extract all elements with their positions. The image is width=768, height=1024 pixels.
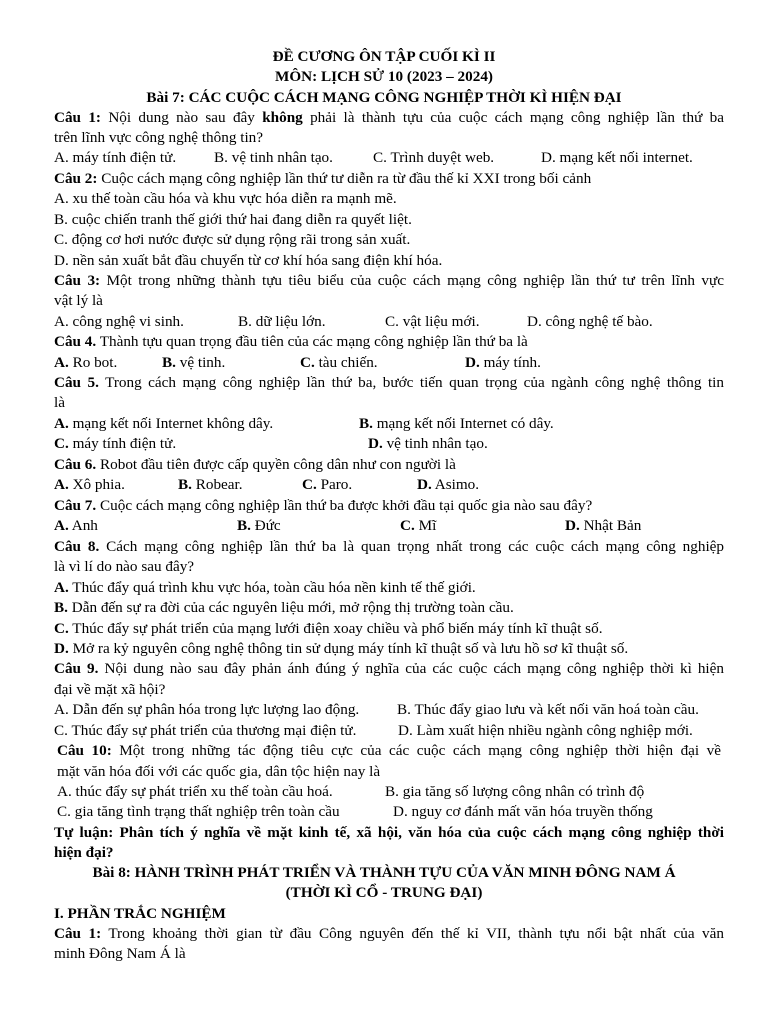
option-a: A. thúc đẩy sự phát triển xu thế toàn cầu hoá. [57,783,333,800]
option-b: B. cuộc chiến tranh thế giới thứ hai đang diễn ra quyết liệt. [54,211,412,228]
option-letter: C. [54,620,69,637]
question-8 [54,537,724,557]
option-text: vệ tinh nhân tạo. [382,435,488,452]
question-1-continued: trên lĩnh vực công nghệ thông tin? [54,129,263,146]
option-d [417,475,479,495]
question-10 [57,741,721,761]
option-a: A. Dẫn đến sự phân hóa trong lực lượng lao động. [54,701,360,718]
option-d: D. nền sản xuất bắt đầu chuyển từ cơ khí hóa sang điện khí hóa. [54,252,443,269]
option-text: Mĩ [414,517,437,534]
option-d [565,516,641,536]
section-heading: I. PHẦN TRẮC NGHIỆM [54,905,226,922]
option-text: Thúc đẩy sự phát triển của mạng lưới điện xoay chiều và phổ biến máy tính kĩ thuật số. [68,620,603,637]
option-text: mạng kết nối Internet không dây. [68,415,274,432]
question-text: Cuộc cách mạng công nghiệp lần thứ ba được khởi đầu tại quốc gia nào sau đây? [96,497,593,514]
question-label: Câu 1: [54,925,102,942]
option-text: Dẫn đến sự ra đời của các nguyên liệu mới, mở rộng thị trường toàn cầu. [67,599,514,616]
option-letter: B. [237,517,251,534]
option-letter: A. [54,354,69,371]
option-letter: C. [300,354,315,371]
option-text: tàu chiến. [314,354,378,371]
question-label: Câu 8. [54,538,100,555]
option-c: C. động cơ hơi nước được sử dụng rộng rãi trong sản xuất. [54,231,411,248]
option-a [54,353,117,373]
option-a [54,578,724,598]
question-label: Câu 7. [54,497,97,514]
question-emphasis: không [262,109,303,126]
option-letter: C. [302,476,317,493]
question-text: Robot đầu tiên được cấp quyền công dân như con người là [96,456,456,473]
question-label: Câu 3: [54,272,101,289]
option-text: máy tính. [479,354,541,371]
option-b [237,516,281,536]
option-d: D. mạng kết nối internet. [541,149,693,166]
option-letter: B. [178,476,192,493]
option-letter: C. [54,435,69,452]
option-letter: D. [417,476,432,493]
question-label: Câu 6. [54,456,97,473]
option-letter: A. [54,415,69,432]
option-letter: A. [54,476,69,493]
question-label: Câu 5. [54,374,99,391]
option-text: Anh [68,517,98,534]
option-text: Xô phia. [68,476,125,493]
option-letter: D. [54,640,69,657]
option-letter: A. [54,579,69,596]
question-3 [54,271,724,291]
lesson-8-question-1-continued: minh Đông Nam Á là [54,945,186,962]
question-text: Cuộc cách mạng công nghiệp lần thứ tư diễn ra từ đầu thế kỉ XXI trong bối cảnh [97,170,592,187]
question-text: phải là thành tựu của cuộc cách mạng công nghiệp lần thứ ba [302,109,724,126]
option-b: B. dữ liệu lớn. [238,313,326,330]
question-label: Câu 9. [54,660,99,677]
option-a [54,475,125,495]
option-d [465,353,541,373]
option-c: C. gia tăng tình trạng thất nghiệp trên toàn cầu [57,803,340,820]
option-c [54,619,724,639]
question-9-continued: đại về mặt xã hội? [54,681,166,698]
option-c: C. vật liệu mới. [385,313,480,330]
question-9 [54,659,724,679]
option-a: A. công nghệ vi sinh. [54,313,184,330]
option-a [54,414,273,434]
question-text: Nội dung nào sau đây phản ánh đúng ý nghĩa của các cuộc cách mạng công nghiệp thời kì hiện [98,660,724,677]
essay-question: Tự luận: Phân tích ý nghĩa về mặt kinh tế, xã hội, văn hóa của cuộc cách mạng công nghiệp thời [54,824,724,841]
subject-line: MÔN: LỊCH SỬ 10 (2023 – 2024) [275,68,493,85]
question-label: Câu 10: [57,742,112,759]
option-d: D. Làm xuất hiện nhiều ngành công nghiệp mới. [398,722,693,739]
option-letter: A. [54,517,69,534]
option-b [162,353,225,373]
option-text: mạng kết nối Internet có dây. [372,415,554,432]
question-label: Câu 2: [54,170,98,187]
question-5 [54,373,724,393]
question-text: Nội dung nào sau đây [101,109,263,126]
option-c [54,434,176,454]
option-b [178,475,243,495]
question-1 [54,108,724,128]
option-letter: D. [565,517,580,534]
option-letter: D. [368,435,383,452]
option-text: Mở ra kỷ nguyên công nghệ thông tin sử dụng máy tính kĩ thuật số và lưu hồ sơ kĩ thuật số. [68,640,629,657]
question-text: Trong cách mạng công nghiệp lần thứ ba, bước tiến quan trọng của ngành công nghệ thông tin [98,374,724,391]
lesson-8-subtitle: (THỜI KÌ CỔ - TRUNG ĐẠI) [285,884,483,901]
question-text: Trong khoảng thời gian từ đầu Công nguyên đến thế kỉ VII, thành tựu nổi bật nhất của văn [101,925,724,942]
option-text: Thúc đẩy quá trình khu vực hóa, toàn cầu hóa nền kinh tế thế giới. [68,579,476,596]
option-text: Robear. [191,476,243,493]
option-letter: D. [465,354,480,371]
option-letter: C. [400,517,415,534]
question-label: Câu 4. [54,333,97,350]
lesson-8-question-1 [54,924,724,944]
option-letter: B. [162,354,176,371]
question-2 [54,169,724,189]
option-a: A. máy tính điện tử. [54,149,177,166]
option-text: Paro. [316,476,353,493]
option-a: A. xu thế toàn cầu hóa và khu vực hóa diễn ra mạnh mẽ. [54,190,397,207]
option-letter: B. [54,599,68,616]
option-letter: B. [359,415,373,432]
option-text: Asimo. [431,476,480,493]
question-text: Cách mạng công nghiệp lần thứ ba là quan trọng nhất trong các cuộc cách mạng công nghiệp [99,538,725,555]
lesson-7-title: Bài 7: CÁC CUỘC CÁCH MẠNG CÔNG NGHIỆP THỜI KÌ HIỆN ĐẠI [146,89,622,106]
option-text: Nhật Bản [579,517,642,534]
question-7 [54,496,724,516]
question-10-continued: mặt văn hóa đối với các quốc gia, dân tộc hiện nay là [57,763,381,780]
question-8-continued: là vì lí do nào sau đây? [54,558,195,575]
document-title: ĐỀ CƯƠNG ÔN TẬP CUỐI KÌ II [272,48,496,65]
option-c: C. Thúc đẩy sự phát triển của thương mại điện tử. [54,722,357,739]
option-text: vệ tinh. [175,354,226,371]
option-d [54,639,724,659]
option-c [300,353,378,373]
question-5-continued: là [54,394,65,411]
option-b [54,598,724,618]
question-text: Một trong những thành tựu tiêu biểu của cuộc cách mạng công nghiệp lần thứ tư trên lĩnh vực [100,272,724,289]
option-d: D. nguy cơ đánh mất văn hóa truyền thống [393,803,653,820]
option-text: Ro bot. [68,354,118,371]
essay-question-continued: hiện đại? [54,844,114,861]
question-3-continued: vật lý là [54,292,103,309]
option-b: B. Thúc đẩy giao lưu và kết nối văn hoá toàn cầu. [397,701,699,718]
question-label: Câu 1: [54,109,101,126]
lesson-8-title: Bài 8: HÀNH TRÌNH PHÁT TRIỂN VÀ THÀNH TỰU CỦA VĂN MINH ĐÔNG NAM Á [92,864,676,881]
question-text: Một trong những tác động tiêu cực của các cuộc cách mạng công nghiệp thời hiện đại về [111,742,721,759]
question-4 [54,332,724,352]
option-b: B. vệ tinh nhân tạo. [214,149,333,166]
option-a [54,516,98,536]
option-c [302,475,352,495]
question-text: Thành tựu quan trọng đầu tiên của các mạng công nghiệp lần thứ ba là [96,333,528,350]
option-c [400,516,436,536]
option-d: D. công nghệ tế bào. [527,313,653,330]
option-b: B. gia tăng số lượng công nhân có trình độ [385,783,645,800]
question-6 [54,455,724,475]
option-b [359,414,554,434]
option-d [368,434,488,454]
option-text: Đức [250,517,281,534]
option-c: C. Trình duyệt web. [373,149,495,166]
option-text: máy tính điện tử. [68,435,177,452]
